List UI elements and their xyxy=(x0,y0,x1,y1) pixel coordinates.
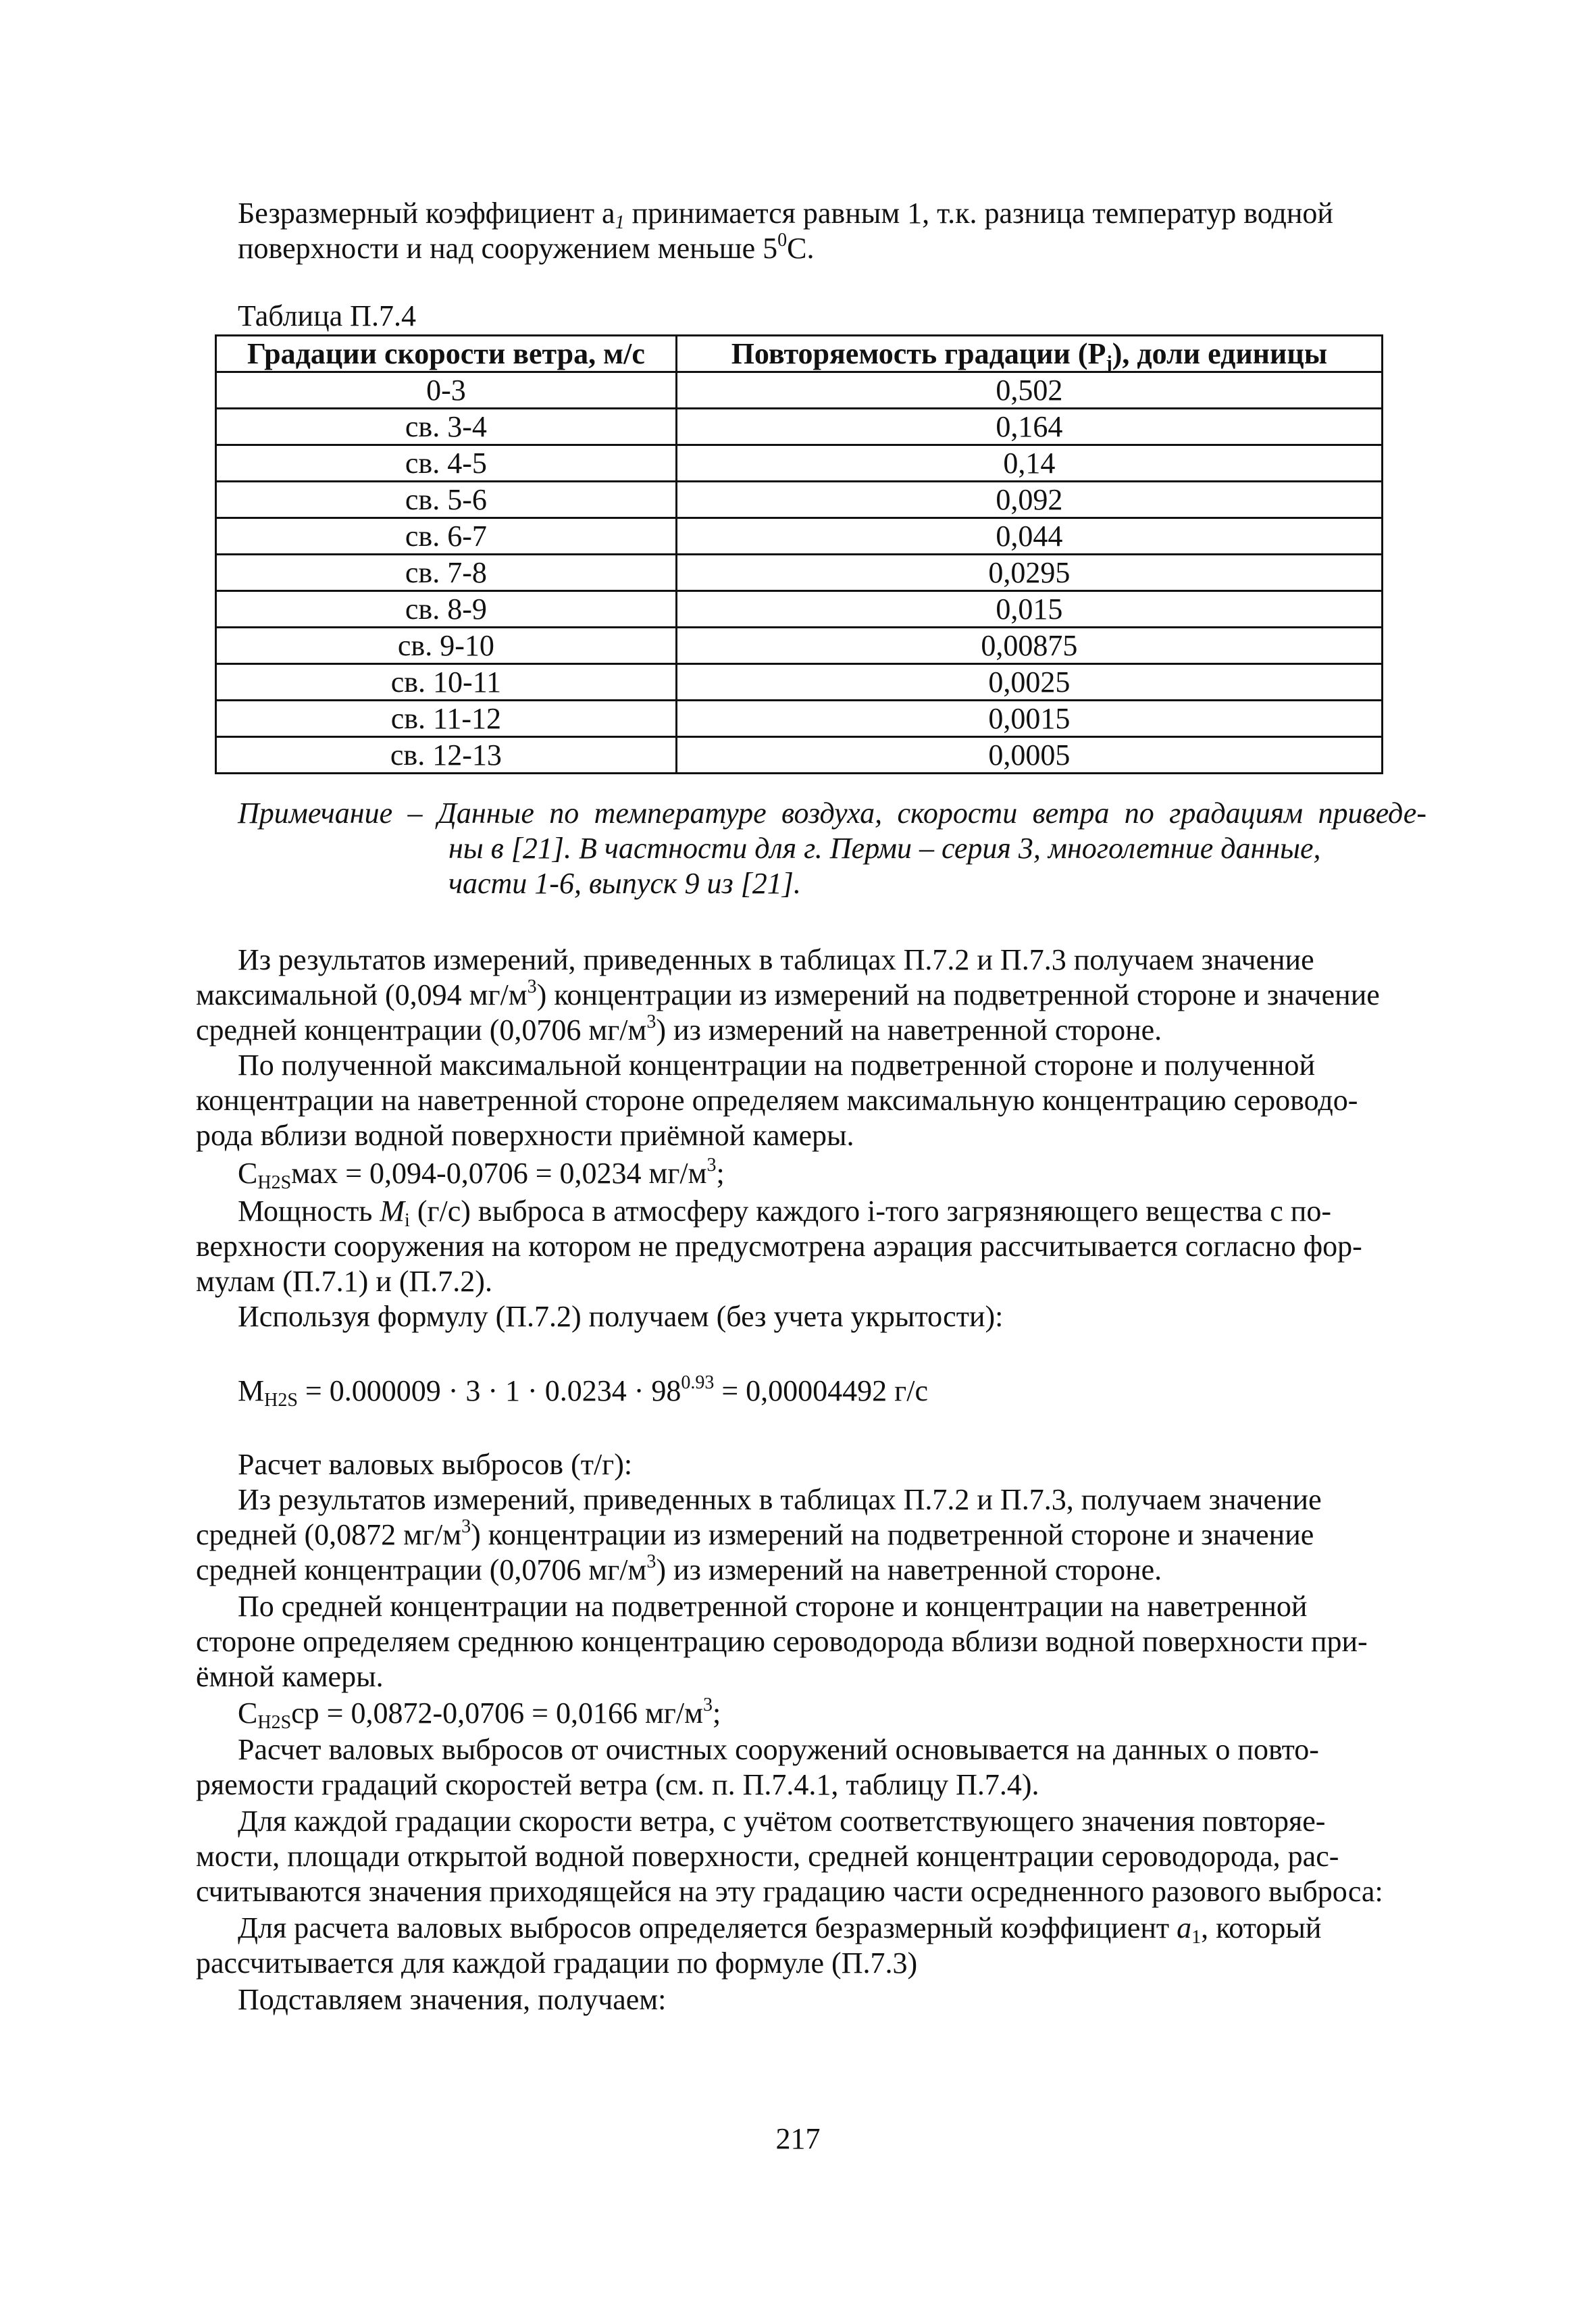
f2-sup: 0.93 xyxy=(681,1372,715,1393)
cell-grade: св. 3-4 xyxy=(216,409,677,445)
f3-c: C xyxy=(238,1696,258,1730)
table-row xyxy=(216,445,1383,482)
p7-text-3: ёмной камеры. xyxy=(196,1660,384,1693)
cell-grade: св. 8-9 xyxy=(216,591,677,628)
p9-line-3 xyxy=(196,1874,1383,1909)
note-line-2: ны в [21]. В частности для г. Перми – серия 3, многолетние данные, xyxy=(448,832,1321,865)
p6-text-3b: ) из измерений на наветренной стороне. xyxy=(656,1553,1162,1586)
p3-text-2: верхности сооружения на котором не предусмотрена аэрация рассчитывается согласно фор- xyxy=(196,1230,1362,1263)
p10-text-1b: , который xyxy=(1201,1911,1322,1944)
p7-text-1: По средней концентрации на подветренной стороне и концентрации на наветренной xyxy=(238,1590,1308,1623)
cell-value: 0,00875 xyxy=(676,628,1382,664)
p6-text-2a: средней (0,0872 мг/м xyxy=(196,1518,462,1551)
p1-text-2a: максимальной (0,094 мг/м xyxy=(196,978,527,1011)
p3-text-1a: Мощность xyxy=(238,1194,380,1228)
header-frequency-a: Повторяемость градации (P xyxy=(731,336,1106,370)
p1-text-2b: ) концентрации из измерений на подветренной стороне и значение xyxy=(536,978,1380,1011)
intro-sup-degree: 0 xyxy=(777,230,788,251)
p7-line-3 xyxy=(196,1659,384,1694)
f3-rest: ср = 0,0872-0,0706 = 0,0166 мг/м xyxy=(291,1696,703,1730)
intro-text-d: С. xyxy=(787,232,815,265)
p10-sub-1: 1 xyxy=(1191,1927,1202,1948)
p8-line-1 xyxy=(238,1732,1319,1767)
f1-end: ; xyxy=(716,1157,725,1190)
p4-text-1: Используя формулу (П.7.2) получаем (без учета укрытости): xyxy=(238,1300,1004,1333)
p10-line-1 xyxy=(238,1911,1321,1946)
cell-value: 0,14 xyxy=(676,445,1382,482)
cell-grade: св. 11-12 xyxy=(216,701,677,737)
intro-line-2 xyxy=(238,231,815,266)
f2-mid: = 0.000009 · 3 · 1 · 0.0234 · 98 xyxy=(297,1374,681,1407)
p6-text-1: Из результатов измерений, приведенных в таблицах П.7.2 и П.7.3, получаем значение xyxy=(238,1483,1322,1516)
p7-line-2 xyxy=(196,1624,1368,1659)
p3-line-1 xyxy=(238,1194,1331,1229)
table-header-row xyxy=(216,336,1383,372)
table-row xyxy=(216,409,1383,445)
p11-line-1 xyxy=(238,1982,666,2017)
p1-text-1: Из результатов измерений, приведенных в таблицах П.7.2 и П.7.3 получаем значение xyxy=(238,943,1314,976)
note-line-3: части 1-6, выпуск 9 из [21]. xyxy=(448,867,801,900)
p9-text-3: считываются значения приходящейся на эту градацию части осредненного разового выброса: xyxy=(196,1875,1383,1908)
f1-sup: 3 xyxy=(706,1155,717,1176)
p9-text-2: мости, площади открытой водной поверхности, средней концентрации сероводорода, рас- xyxy=(196,1840,1339,1873)
formula-ch2s-avg xyxy=(238,1696,721,1731)
header-wind-grade: Градации скорости ветра, м/с xyxy=(216,336,677,372)
table-row xyxy=(216,737,1383,774)
cell-value: 0,0025 xyxy=(676,664,1382,701)
intro-text-a: Безразмерный коэффициент a xyxy=(238,197,615,230)
f3-sup: 3 xyxy=(702,1694,713,1715)
cell-value: 0,502 xyxy=(676,372,1382,409)
p1-text-3b: ) из измерений на наветренной стороне. xyxy=(656,1013,1162,1047)
intro-text-c: поверхности и над сооружением меньше 5 xyxy=(238,232,778,265)
p2-text-3: рода вблизи водной поверхности приёмной камеры. xyxy=(196,1119,854,1152)
f1-sub: H2S xyxy=(257,1172,292,1193)
p7-line-1 xyxy=(238,1589,1307,1624)
cell-grade: св. 7-8 xyxy=(216,555,677,591)
p9-text-1: Для каждой градации скорости ветра, с учётом соответствующего значения повторяе- xyxy=(238,1805,1326,1838)
intro-sub-a1: 1 xyxy=(615,212,625,233)
p10-text-2: рассчитывается для каждой градации по формуле (П.7.3) xyxy=(196,1946,918,1980)
p9-line-1 xyxy=(238,1804,1325,1839)
table-row xyxy=(216,591,1383,628)
p1-line-2 xyxy=(196,978,1380,1013)
table-row xyxy=(216,518,1383,555)
p11-text-1: Подставляем значения, получаем: xyxy=(238,1983,667,2016)
p2-line-3 xyxy=(196,1118,854,1153)
p5-text-1: Расчет валовых выбросов (т/г): xyxy=(238,1448,633,1481)
f2-m: M xyxy=(238,1374,265,1407)
p3-text-1b: (г/с) выброса в атмосферу каждого i-того загрязняющего вещества с по- xyxy=(409,1194,1332,1228)
wind-grades-table xyxy=(215,334,1383,774)
formula-mh2s xyxy=(238,1374,928,1409)
p1-line-1 xyxy=(238,942,1314,978)
cell-grade: св. 10-11 xyxy=(216,664,677,701)
p5-line-1 xyxy=(238,1447,632,1482)
table-row xyxy=(216,701,1383,737)
table-row xyxy=(216,482,1383,518)
f1-rest: мах = 0,094-0,0706 = 0,0234 мг/м xyxy=(291,1157,707,1190)
p6-sup-2: 3 xyxy=(461,1516,471,1537)
cell-grade: св. 12-13 xyxy=(216,737,677,774)
cell-value: 0,164 xyxy=(676,409,1382,445)
p3-sub-i: i xyxy=(405,1210,410,1231)
p10-text-1a: Для расчета валовых выбросов определяется безразмерный коэффициент xyxy=(238,1911,1177,1944)
p2-line-2 xyxy=(196,1083,1358,1118)
f3-sub: H2S xyxy=(257,1712,292,1733)
p6-line-3 xyxy=(196,1553,1162,1588)
p10-a: a xyxy=(1177,1911,1192,1944)
table-row xyxy=(216,664,1383,701)
p1-sup-2: 3 xyxy=(527,976,537,997)
f3-end: ; xyxy=(712,1696,721,1730)
table-row xyxy=(216,372,1383,409)
p2-text-1: По полученной максимальной концентрации на подветренной стороне и полученной xyxy=(238,1049,1315,1082)
table-row xyxy=(216,628,1383,664)
p6-line-1 xyxy=(238,1482,1322,1517)
formula-ch2s-max xyxy=(238,1156,725,1191)
p6-sup-3: 3 xyxy=(646,1551,657,1572)
cell-value: 0,092 xyxy=(676,482,1382,518)
p7-text-2: стороне определяем среднюю концентрацию сероводорода вблизи водной поверхности при- xyxy=(196,1625,1368,1658)
intro-text-b: принимается равным 1, т.к. разница температур водной xyxy=(624,197,1333,230)
cell-grade: св. 4-5 xyxy=(216,445,677,482)
f2-end: = 0,00004492 г/с xyxy=(714,1374,928,1407)
cell-value: 0,044 xyxy=(676,518,1382,555)
f1-c: C xyxy=(238,1157,258,1190)
p1-sup-3: 3 xyxy=(646,1011,657,1032)
p3-line-2 xyxy=(196,1229,1362,1264)
header-frequency-b: ), доли единицы xyxy=(1112,336,1328,370)
header-frequency xyxy=(676,336,1382,372)
header-frequency-sub: j xyxy=(1106,352,1112,374)
cell-grade: св. 9-10 xyxy=(216,628,677,664)
page-number: 217 xyxy=(775,2122,821,2155)
p10-line-2 xyxy=(196,1946,917,1981)
cell-grade: св. 5-6 xyxy=(216,482,677,518)
p8-text-2: ряемости градаций скоростей ветра (см. п. П.7.4.1, таблицу П.7.4). xyxy=(196,1768,1039,1801)
cell-value: 0,0015 xyxy=(676,701,1382,737)
p6-line-2 xyxy=(196,1517,1314,1553)
p3-M: M xyxy=(380,1194,405,1228)
p1-line-3 xyxy=(196,1013,1162,1048)
cell-grade: св. 6-7 xyxy=(216,518,677,555)
p1-text-3a: средней концентрации (0,0706 мг/м xyxy=(196,1013,647,1047)
note-line-1: Примечание – Данные по температуре воздуха, скорости ветра по градациям приведе- xyxy=(238,797,1426,830)
p2-line-1 xyxy=(238,1048,1315,1083)
cell-value: 0,0295 xyxy=(676,555,1382,591)
p8-text-1: Расчет валовых выбросов от очистных сооружений основывается на данных о повто- xyxy=(238,1733,1319,1766)
p8-line-2 xyxy=(196,1767,1039,1803)
p3-text-3: мулам (П.7.1) и (П.7.2). xyxy=(196,1265,492,1298)
f2-sub: H2S xyxy=(264,1390,298,1411)
cell-value: 0,015 xyxy=(676,591,1382,628)
intro-line-1 xyxy=(238,196,1333,231)
table-caption: Таблица П.7.4 xyxy=(238,299,416,332)
table-row xyxy=(216,555,1383,591)
p4-line-1 xyxy=(238,1299,1003,1334)
p6-text-2b: ) концентрации из измерений на подветренной стороне и значение xyxy=(471,1518,1314,1551)
p3-line-3 xyxy=(196,1264,492,1299)
cell-value: 0,0005 xyxy=(676,737,1382,774)
p9-line-2 xyxy=(196,1839,1339,1874)
table-note xyxy=(238,796,1426,901)
p2-text-2: концентрации на наветренной стороне определяем максимальную концентрацию сероводо- xyxy=(196,1084,1358,1117)
cell-grade: 0-3 xyxy=(216,372,677,409)
p6-text-3a: средней концентрации (0,0706 мг/м xyxy=(196,1553,647,1586)
